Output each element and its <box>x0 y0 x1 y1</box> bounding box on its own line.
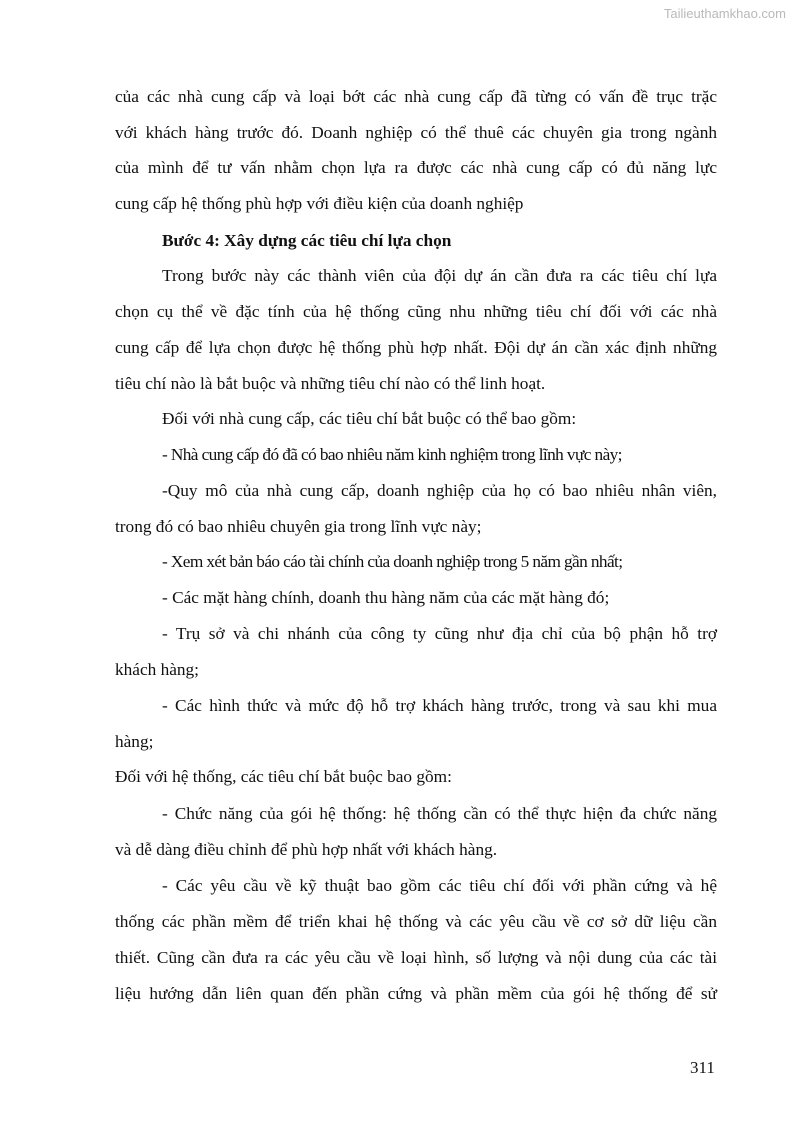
list-item: - Chức năng của gói hệ thống: hệ thống cần có thể thực hiện đa chức năng <box>162 804 717 823</box>
list-item: - Các mặt hàng chính, doanh thu hàng năm của các mặt hàng đó; <box>162 588 610 607</box>
list-item: -Quy mô của nhà cung cấp, doanh nghiệp của họ có bao nhiêu nhân viên, <box>162 481 717 500</box>
watermark: Tailieuthamkhao.com <box>663 6 786 21</box>
paragraph-line: của mình để tư vấn nhằm chọn lựa ra được các nhà cung cấp có đủ năng lực <box>115 158 717 177</box>
paragraph-line: Trong bước này các thành viên của đội dự án cần đưa ra các tiêu chí lựa <box>162 266 717 285</box>
paragraph-line: Đối với hệ thống, các tiêu chí bắt buộc bao gồm: <box>115 767 452 786</box>
paragraph-line: Đối với nhà cung cấp, các tiêu chí bắt buộc có thể bao gồm: <box>162 409 577 428</box>
list-item: - Nhà cung cấp đó đã có bao nhiêu năm kinh nghiệm trong lĩnh vực này; <box>162 445 622 464</box>
paragraph-line: khách hàng; <box>115 660 199 679</box>
paragraph-line: cung cấp để lựa chọn được hệ thống phù hợp nhất. Đội dự án cần xác định những <box>115 338 717 357</box>
list-item: - Trụ sở và chi nhánh của công ty cũng như địa chỉ của bộ phận hỗ trợ <box>162 624 717 643</box>
paragraph-line: chọn cụ thể về đặc tính của hệ thống cũng nhu những tiêu chí đối với các nhà <box>115 302 717 321</box>
page-number: 311 <box>690 1058 715 1077</box>
paragraph-line: liệu hướng dẫn liên quan đến phần cứng và phần mềm của gói hệ thống để sử <box>115 984 717 1003</box>
paragraph-line: của các nhà cung cấp và loại bớt các nhà cung cấp đã từng có vấn đề trục trặc <box>115 87 717 106</box>
paragraph-line: và dễ dàng điều chỉnh để phù hợp nhất với khách hàng. <box>115 840 498 859</box>
section-heading: Bước 4: Xây dựng các tiêu chí lựa chọn <box>162 231 452 250</box>
paragraph-line: thiết. Cũng cần đưa ra các yêu cầu về loại hình, số lượng và nội dung của các tài <box>115 948 717 967</box>
paragraph-line: thống các phần mềm để triển khai hệ thống và các yêu cầu về cơ sở dữ liệu cần <box>115 912 717 931</box>
list-item: - Xem xét bản báo cáo tài chính của doanh nghiệp trong 5 năm gần nhất; <box>162 552 623 571</box>
list-item: - Các yêu cầu về kỹ thuật bao gồm các tiêu chí đối với phần cứng và hệ <box>162 876 717 895</box>
paragraph-line: với khách hàng trước đó. Doanh nghiệp có thể thuê các chuyên gia trong ngành <box>115 123 717 142</box>
paragraph-line: cung cấp hệ thống phù hợp với điều kiện của doanh nghiệp <box>115 194 524 213</box>
paragraph-line: tiêu chí nào là bắt buộc và những tiêu chí nào có thể linh hoạt. <box>115 374 546 393</box>
list-item: - Các hình thức và mức độ hỗ trợ khách hàng trước, trong và sau khi mua <box>162 696 717 715</box>
paragraph-line: hàng; <box>115 732 154 751</box>
paragraph-line: trong đó có bao nhiêu chuyên gia trong lĩnh vực này; <box>115 517 482 536</box>
